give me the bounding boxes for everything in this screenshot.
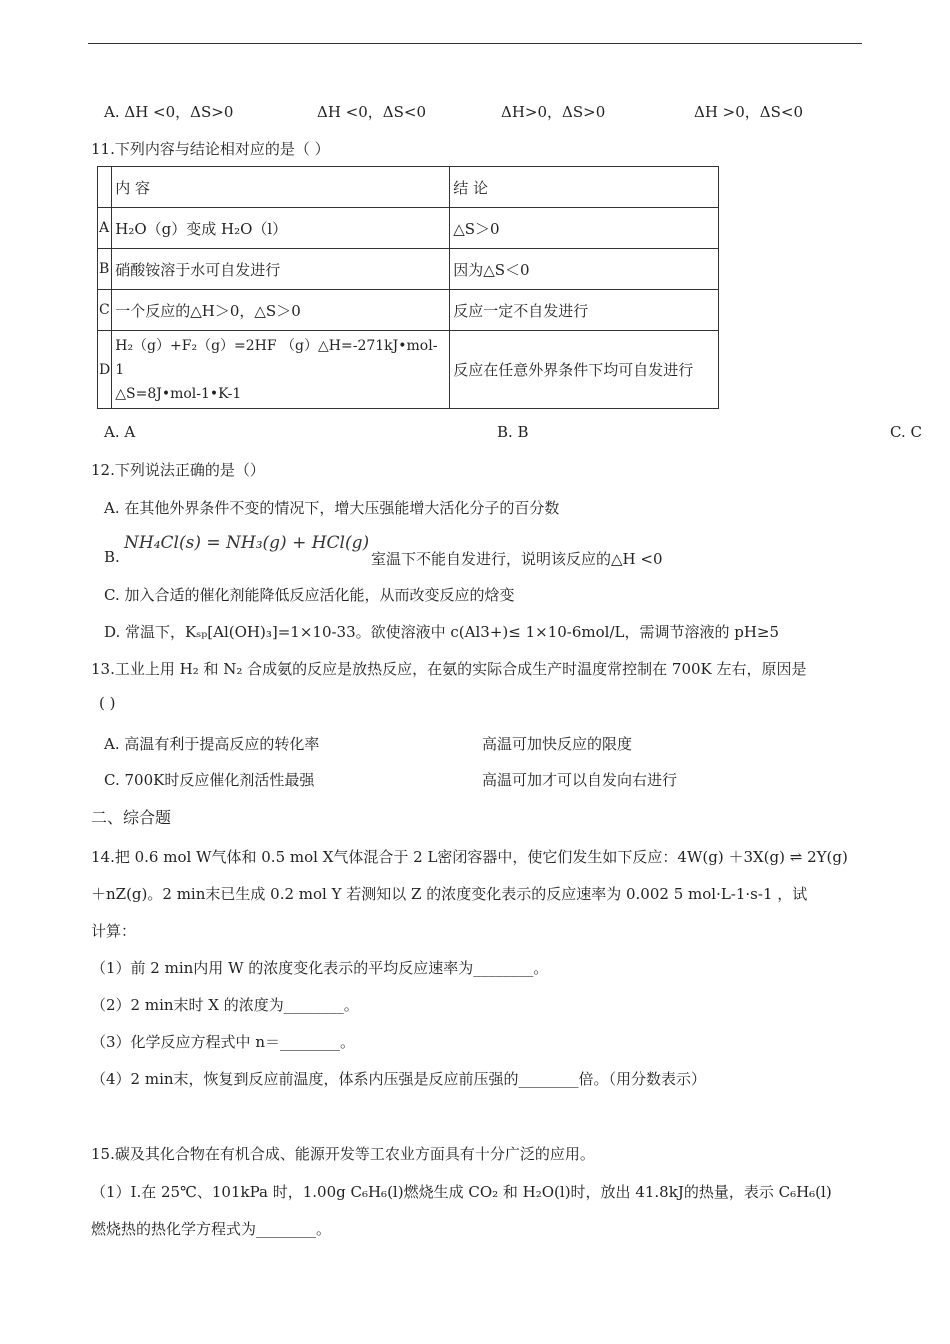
q13-option-a: A. 高温有利于提高反应的转化率 bbox=[104, 735, 320, 753]
top-rule bbox=[88, 43, 862, 44]
q13-option-d: 高温可加才可以自发向右进行 bbox=[482, 771, 678, 789]
q12-option-b-text: 室温下不能自发进行，说明该反应的△H <0 bbox=[371, 550, 663, 568]
q12-option-b-formula: NH₄Cl(s) = NH₃(g) + HCl(g) bbox=[124, 533, 370, 553]
q10-option-d: ΔH >0，ΔS<0 bbox=[694, 103, 804, 121]
q13-stem-line1: 13.工业上用 H₂ 和 N₂ 合成氨的反应是放热反应，在氨的实际合成生产时温度常控制在 700K 左右，原因是 bbox=[91, 660, 807, 678]
q11-option-a: A. A bbox=[104, 423, 136, 441]
q15-line2: 燃烧热的热化学方程式为________。 bbox=[91, 1220, 332, 1238]
q13-option-b: 高温可加快反应的限度 bbox=[482, 735, 633, 753]
q14-line3: 计算： bbox=[91, 922, 137, 940]
row-letter: A bbox=[98, 208, 112, 249]
q14-line1: 14.把 0.6 mol W气体和 0.5 mol X气体混合于 2 L密闭容器中，使它们发生如下反应：4W(g) ＋3X(g) ⇌ 2Y(g) bbox=[91, 848, 848, 866]
table-header-content: 内 容 bbox=[112, 167, 450, 208]
q10-option-c: ΔH>0，ΔS>0 bbox=[501, 103, 606, 121]
q12-option-d: D. 常温下，Kₛₚ[Al(OH)₃]=1×10-33。欲使溶液中 c(Al3+)≤ 1×10-6mol/L，需调节溶液的 pH≥5 bbox=[104, 623, 780, 641]
row-conclusion: 反应在任意外界条件下均可自发进行 bbox=[450, 331, 719, 409]
table-cell bbox=[98, 167, 112, 208]
q11-option-b: B. B bbox=[497, 423, 529, 441]
table-header-row bbox=[98, 167, 719, 208]
table-row bbox=[98, 290, 719, 331]
q12-stem: 12.下列说法正确的是（） bbox=[91, 461, 265, 479]
q14-subq-2: （2）2 min末时 X 的浓度为________。 bbox=[91, 996, 359, 1014]
q12-option-b-label: B. bbox=[104, 548, 120, 566]
q11-option-c: C. C bbox=[890, 423, 922, 441]
section-heading: 二、综合题 bbox=[91, 808, 172, 827]
q15-line1: （1）Ⅰ.在 25℃、101kPa 时，1.00g C₆H₆(l)燃烧生成 CO₂ 和 H₂O(l)时，放出 41.8kJ的热量，表示 C₆H₆(l) bbox=[91, 1183, 832, 1201]
row-content-line1: H₂（g）+F₂（g）=2HF （g）△H=-271kJ•mol-1 bbox=[115, 337, 438, 378]
row-letter: C bbox=[98, 290, 112, 331]
row-letter: B bbox=[98, 249, 112, 290]
q15-stem: 15.碳及其化合物在有机合成、能源开发等工农业方面具有十分广泛的应用。 bbox=[91, 1145, 595, 1163]
row-content-line2: △S=8J•mol-1•K-1 bbox=[115, 385, 242, 402]
row-conclusion: △S＞0 bbox=[450, 208, 719, 249]
q14-subq-4: （4）2 min末，恢复到反应前温度，体系内压强是反应前压强的________倍。（用分数表示） bbox=[91, 1070, 707, 1088]
table-header-conclusion: 结 论 bbox=[450, 167, 719, 208]
row-content: 一个反应的△H＞0，△S＞0 bbox=[112, 290, 450, 331]
q13-stem-line2: ( ) bbox=[99, 694, 116, 712]
q13-option-c: C. 700K时反应催化剂活性最强 bbox=[104, 771, 315, 789]
q14-line2: ＋nZ(g)。2 min末已生成 0.2 mol Y 若测知以 Z 的浓度变化表示的反应速率为 0.002 5 mol·L-1·s-1 ，试 bbox=[91, 885, 808, 903]
row-content: 硝酸铵溶于水可自发进行 bbox=[112, 249, 450, 290]
table-row bbox=[98, 249, 719, 290]
q12-option-c: C. 加入合适的催化剂能降低反应活化能，从而改变反应的焓变 bbox=[104, 586, 515, 604]
row-conclusion: 因为△S＜0 bbox=[450, 249, 719, 290]
q14-subq-1: （1）前 2 min内用 W 的浓度变化表示的平均反应速率为________。 bbox=[91, 959, 549, 977]
table-row bbox=[98, 331, 719, 409]
q14-subq-3: （3）化学反应方程式中 n＝________。 bbox=[91, 1033, 355, 1051]
q10-option-b: ΔH <0，ΔS<0 bbox=[317, 103, 427, 121]
row-content bbox=[112, 331, 450, 409]
q11-stem: 11.下列内容与结论相对应的是（ ） bbox=[91, 140, 330, 158]
row-content: H₂O（g）变成 H₂O（l） bbox=[112, 208, 450, 249]
q10-option-a: A. ΔH <0，ΔS>0 bbox=[104, 103, 234, 121]
q12-option-a: A. 在其他外界条件不变的情况下，增大压强能增大活化分子的百分数 bbox=[104, 499, 560, 517]
q11-table bbox=[97, 166, 719, 409]
row-letter: D bbox=[98, 331, 112, 409]
row-conclusion: 反应一定不自发进行 bbox=[450, 290, 719, 331]
table-row bbox=[98, 208, 719, 249]
